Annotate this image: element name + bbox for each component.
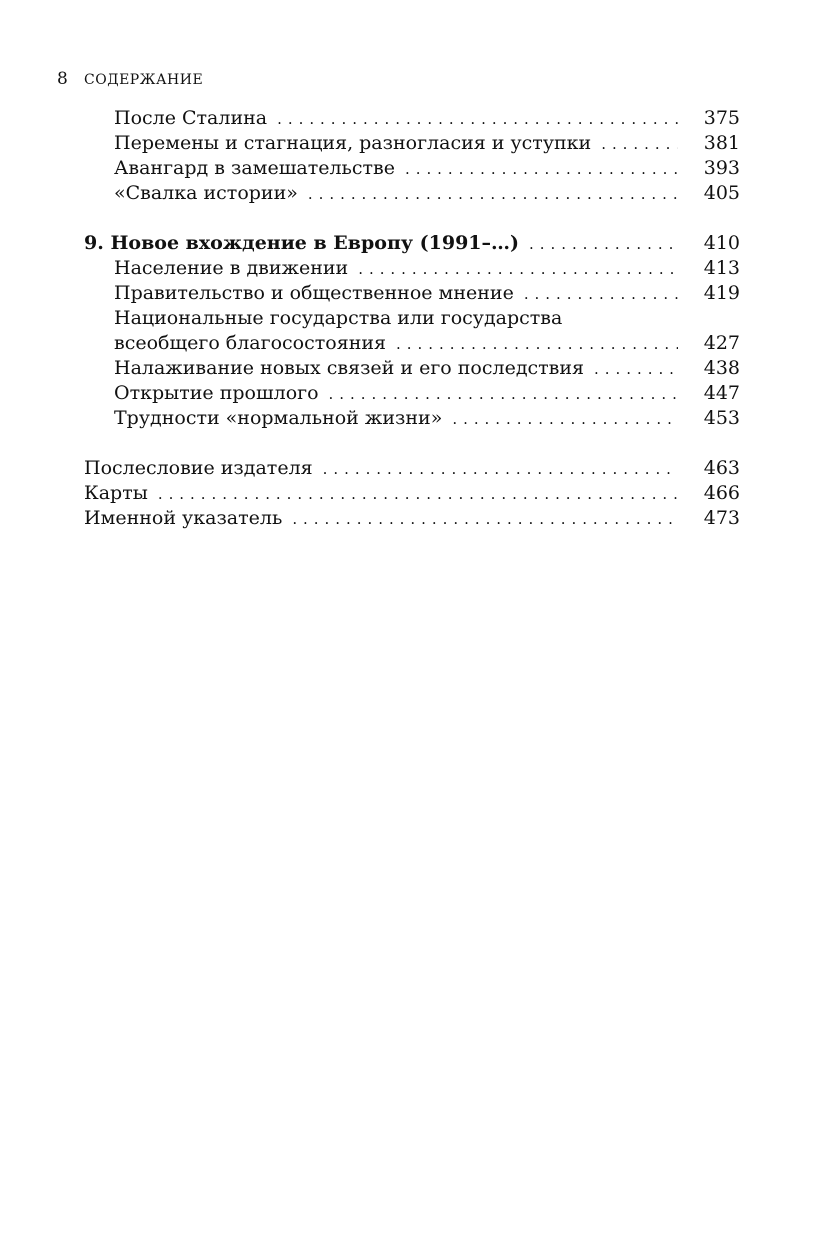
toc-entry-title: Трудности «нормальной жизни» xyxy=(114,406,452,431)
toc-entry[interactable] xyxy=(84,356,740,381)
toc-entry-page: 413 xyxy=(703,257,740,279)
toc-entry-first-line[interactable] xyxy=(84,306,740,331)
spacer xyxy=(84,431,740,456)
toc-entry-continuation[interactable] xyxy=(84,331,740,356)
toc-entry-page: 393 xyxy=(703,157,740,179)
toc-entry[interactable] xyxy=(84,106,740,131)
leader-dots xyxy=(396,332,678,357)
spacer xyxy=(84,206,740,231)
toc-entry[interactable] xyxy=(84,256,740,281)
toc-entry-page: 453 xyxy=(703,407,740,429)
toc-entry-page: 427 xyxy=(703,332,740,354)
page-number: 8 xyxy=(57,69,68,89)
toc-chapter-heading[interactable] xyxy=(84,231,740,256)
leader-dots xyxy=(329,382,678,407)
toc-entry[interactable] xyxy=(84,181,740,206)
toc-entry-title: Национальные государства или государства xyxy=(114,307,563,329)
toc-entry-page: 438 xyxy=(703,357,740,379)
running-head xyxy=(57,68,203,91)
chapter-page: 410 xyxy=(703,232,740,254)
toc-entry-page: 381 xyxy=(703,132,740,154)
toc-entry-title: Авангард в замешательстве xyxy=(114,156,405,181)
toc-entry-page: 463 xyxy=(703,457,740,479)
toc-back-matter-entry[interactable] xyxy=(84,481,740,506)
toc-entry-page: 447 xyxy=(703,382,740,404)
toc-entry-title: Именной указатель xyxy=(84,506,292,531)
leader-dots xyxy=(594,357,678,382)
toc-entry-page: 473 xyxy=(703,507,740,529)
leader-dots xyxy=(529,232,678,257)
toc-entry-page: 405 xyxy=(703,182,740,204)
leader-dots xyxy=(524,282,678,307)
toc-entry-title: Население в движении xyxy=(114,256,358,281)
toc-entry-title: «Свалка истории» xyxy=(114,181,308,206)
toc-entry-title: Перемены и стагнация, разногласия и уступки xyxy=(114,131,601,156)
toc-entry-page: 466 xyxy=(703,482,740,504)
leader-dots xyxy=(601,132,678,157)
toc-back-matter-entry[interactable] xyxy=(84,456,740,481)
leader-dots xyxy=(323,457,678,482)
toc-entry-title: После Сталина xyxy=(114,106,277,131)
toc-entry[interactable] xyxy=(84,156,740,181)
toc-entry[interactable] xyxy=(84,131,740,156)
toc-entry-title: Карты xyxy=(84,481,158,506)
toc-entry-title: Правительство и общественное мнение xyxy=(114,281,524,306)
chapter-title: 9. Новое вхождение в Европу (1991–…) xyxy=(84,231,529,256)
table-of-contents xyxy=(84,106,740,531)
leader-dots xyxy=(405,157,678,182)
toc-back-matter-entry[interactable] xyxy=(84,506,740,531)
leader-dots xyxy=(452,407,678,432)
toc-entry[interactable] xyxy=(84,281,740,306)
toc-entry[interactable] xyxy=(84,381,740,406)
leader-dots xyxy=(358,257,678,282)
toc-entry-title: Послесловие издателя xyxy=(84,456,323,481)
leader-dots xyxy=(308,182,678,207)
running-head-title: СОДЕРЖАНИЕ xyxy=(84,72,204,88)
toc-entry-title: Открытие прошлого xyxy=(114,381,329,406)
toc-entry[interactable] xyxy=(84,406,740,431)
toc-entry-page: 375 xyxy=(703,107,740,129)
toc-entry-page: 419 xyxy=(703,282,740,304)
toc-entry-title: Налаживание новых связей и его последствия xyxy=(114,356,594,381)
leader-dots xyxy=(277,107,678,132)
leader-dots xyxy=(292,507,678,532)
toc-entry-title-continued: всеобщего благосостояния xyxy=(114,331,396,356)
leader-dots xyxy=(158,482,678,507)
